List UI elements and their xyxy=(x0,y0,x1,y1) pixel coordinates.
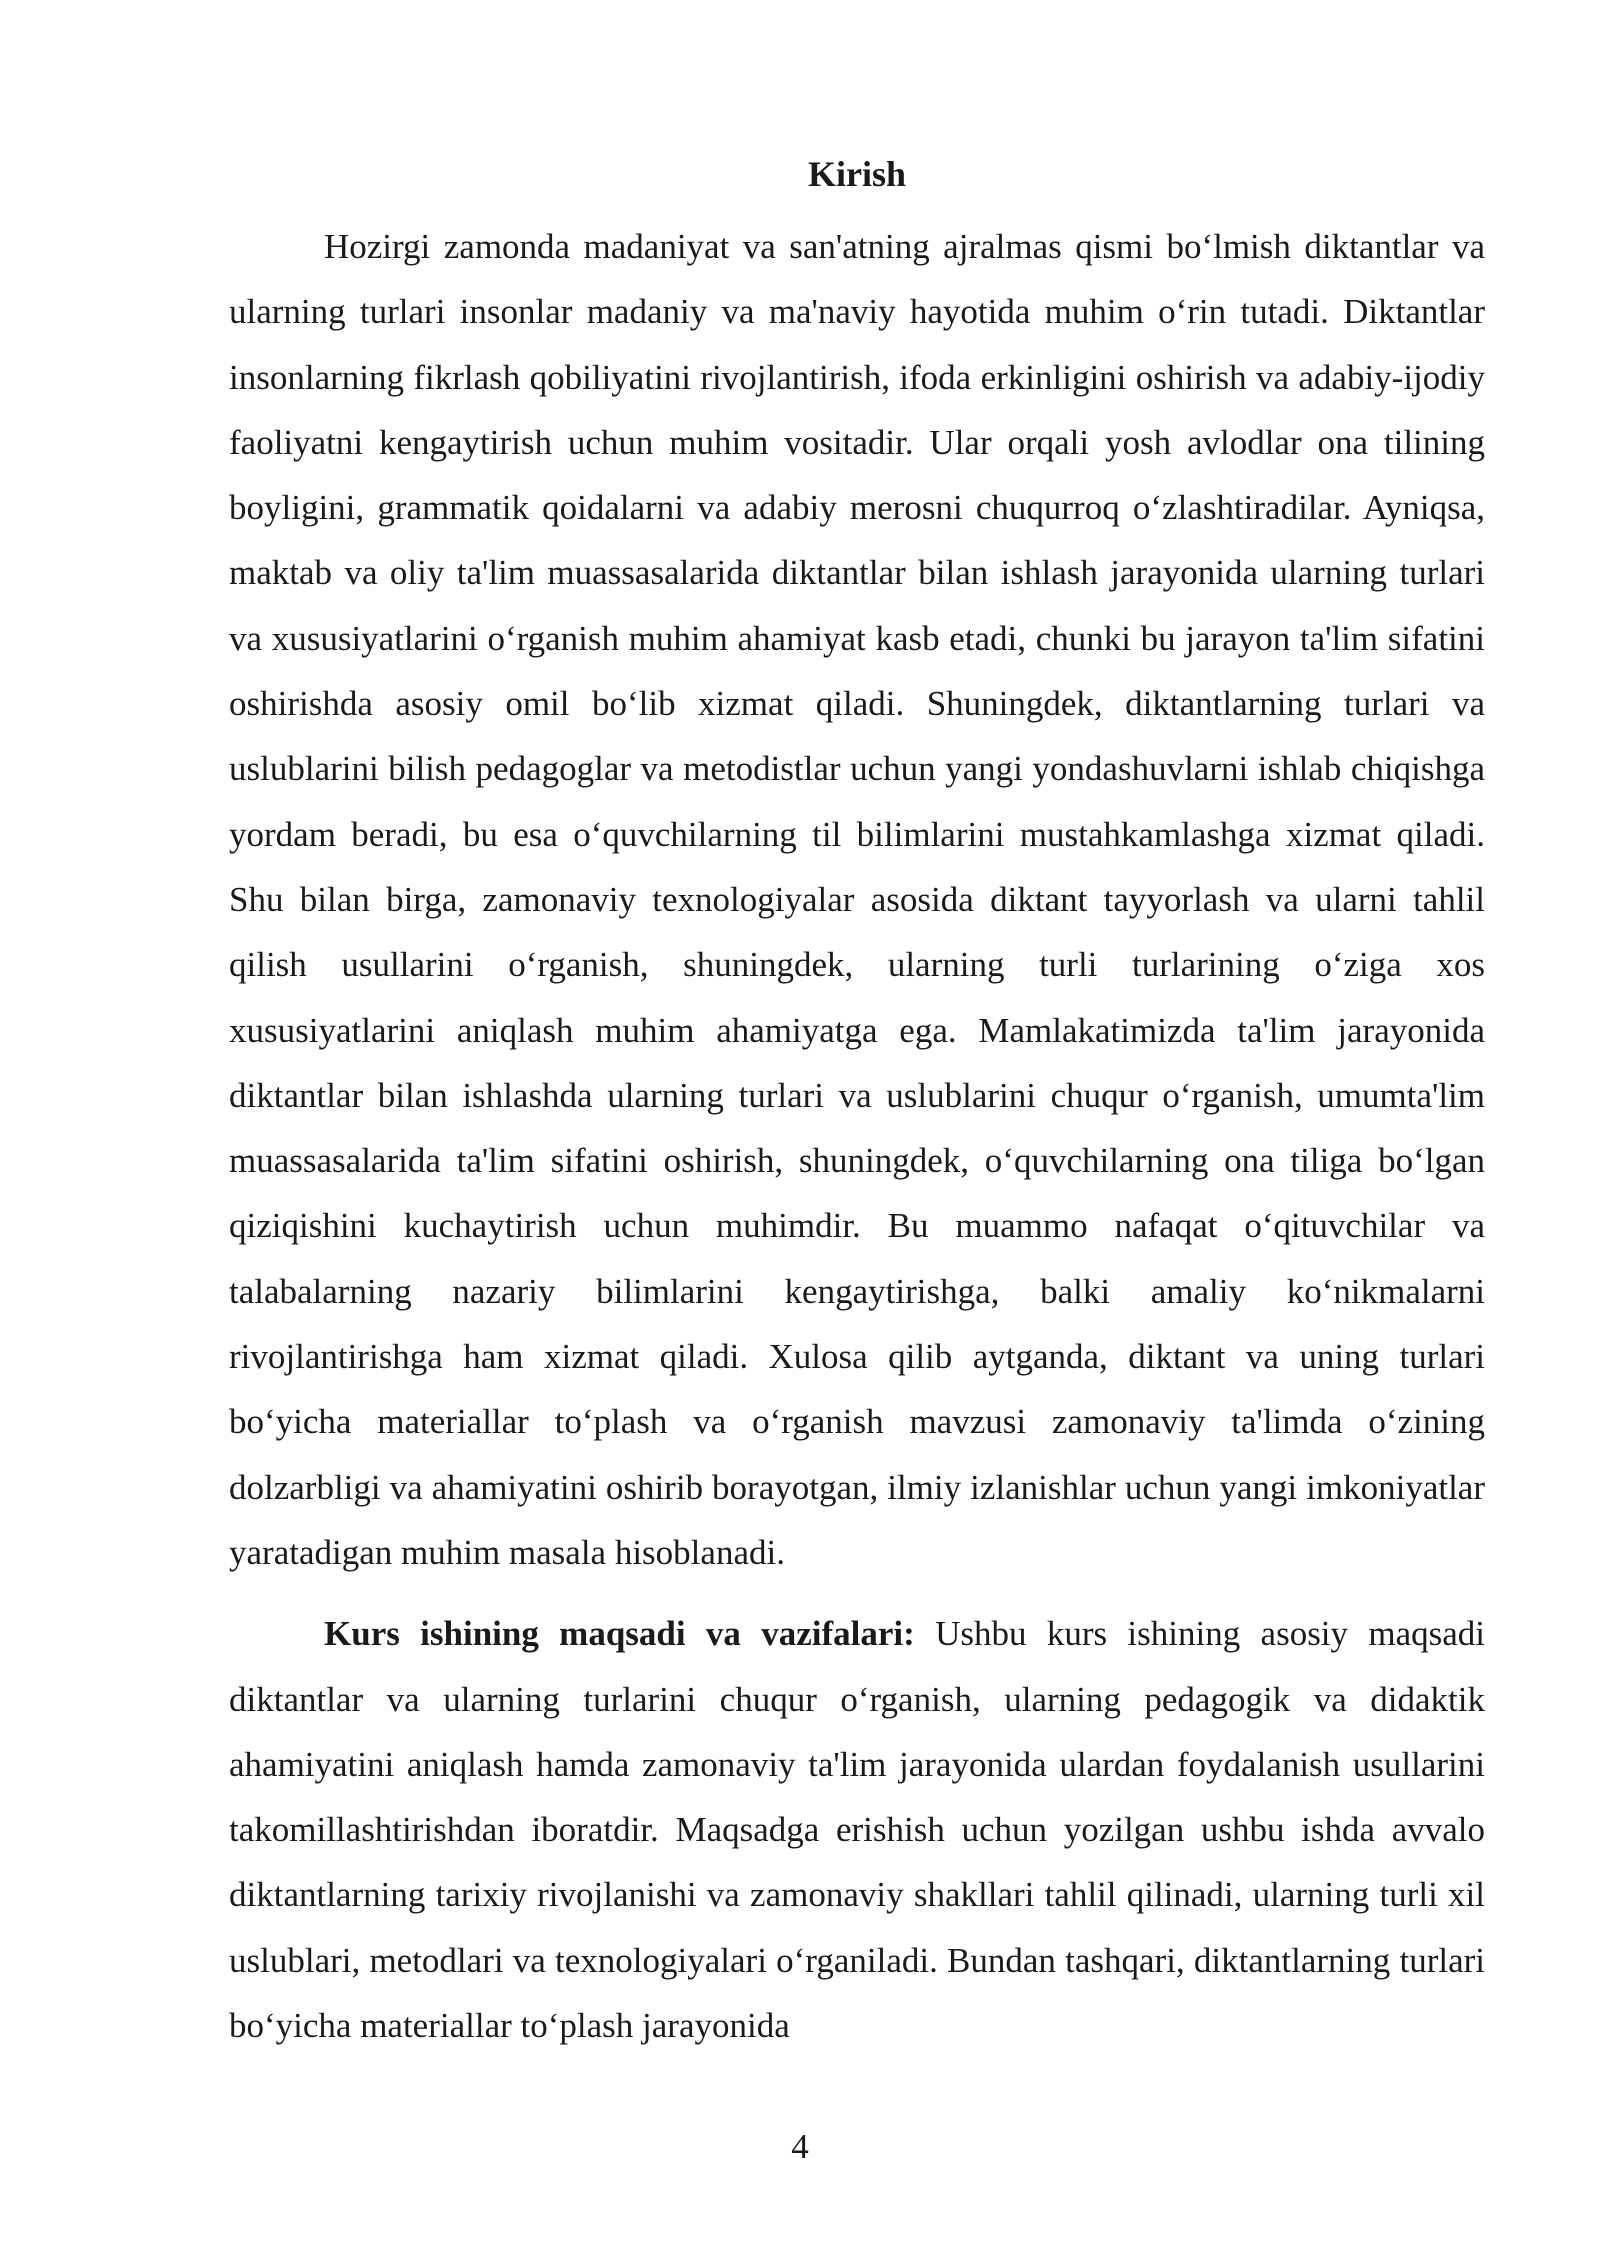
goals-paragraph-text: Ushbu kurs ishining asosiy maqsadi diktantlar va ularning turlarini chuqur o‘rganish, ularning pedagogik va didaktik ahamiyatini aniqlash hamda zamonaviy ta'lim jarayonida ulardan foydalanish usullarini takomillashtirishdan iboratdir. Maqsadga erishish uchun yozilgan ushbu ishda avvalo diktantlarning tarixiy rivojlanishi va zamonaviy shakllari tahlil qilinadi, ularning turli xil uslublari, metodlari va texnologiyalari o‘rganiladi. Bundan tashqari, diktantlarning turlari bo‘yicha materiallar to‘plash jarayonida xyxy=(229,1614,1485,2046)
page-number: 4 xyxy=(791,2127,809,2166)
section-heading: Kirish xyxy=(807,154,906,194)
intro-paragraph xyxy=(229,214,1485,1585)
intro-paragraph-text: Hozirgi zamonda madaniyat va san'atning ajralmas qismi bo‘lmish diktantlar va ularning turlari insonlar madaniy va ma'naviy hayotida muhim o‘rin tutadi. Diktantlar insonlarning fikrlash qobiliyatini rivojlantirish, ifoda erkinligini oshirish va adabiy-ijodiy faoliyatni kengaytirish uchun muhim vositadir. Ular orqali yosh avlodlar ona tilining boyligini, grammatik qoidalarni va adabiy merosni chuqurroq o‘zlashtiradilar. Ayniqsa, maktab va oliy ta'lim muassasalarida diktantlar bilan ishlash jarayonida ularning turlari va xususiyatlarini o‘rganish muhim ahamiyat kasb etadi, chunki bu jarayon ta'lim sifatini oshirishda asosiy omil bo‘lib xizmat qiladi. Shuningdek, diktantlarning turlari va uslublarini bilish pedagoglar va metodistlar uchun yangi yondashuvlarni ishlab chiqishga yordam beradi, bu esa o‘quvchilarning til bilimlarini mustahkamlashga xizmat qiladi. Shu bilan birga, zamonaviy texnologiyalar asosida diktant tayyorlash va ularni tahlil qilish usullarini o‘rganish, shuningdek, ularning turli turlarining o‘ziga xos xususiyatlarini aniqlash muhim ahamiyatga ega. Mamlakatimizda ta'lim jarayonida diktantlar bilan ishlashda ularning turlari va uslublarini chuqur o‘rganish, umumta'lim muassasalarida ta'lim sifatini oshirish, shuningdek, o‘quvchilarning ona tiliga bo‘lgan qiziqishini kuchaytirish uchun muhimdir. Bu muammo nafaqat o‘qituvchilar va talabalarning nazariy bilimlarini kengaytirishga, balki amaliy ko‘nikmalarni rivojlantirishga ham xizmat qiladi. Xulosa qilib aytganda, diktant va uning turlari bo‘yicha materiallar to‘plash va o‘rganish mavzusi zamonaviy ta'limda o‘zining dolzarbligi va ahamiyatini oshirib borayotgan, ilmiy izlanishlar uchun yangi imkoniyatlar yaratadigan muhim masala hisoblanadi. xyxy=(229,227,1485,1572)
goals-paragraph-lead: Kurs ishining maqsadi va vazifalari: xyxy=(324,1614,915,1654)
page-content xyxy=(229,148,1485,2058)
goals-paragraph xyxy=(229,1601,1485,2058)
